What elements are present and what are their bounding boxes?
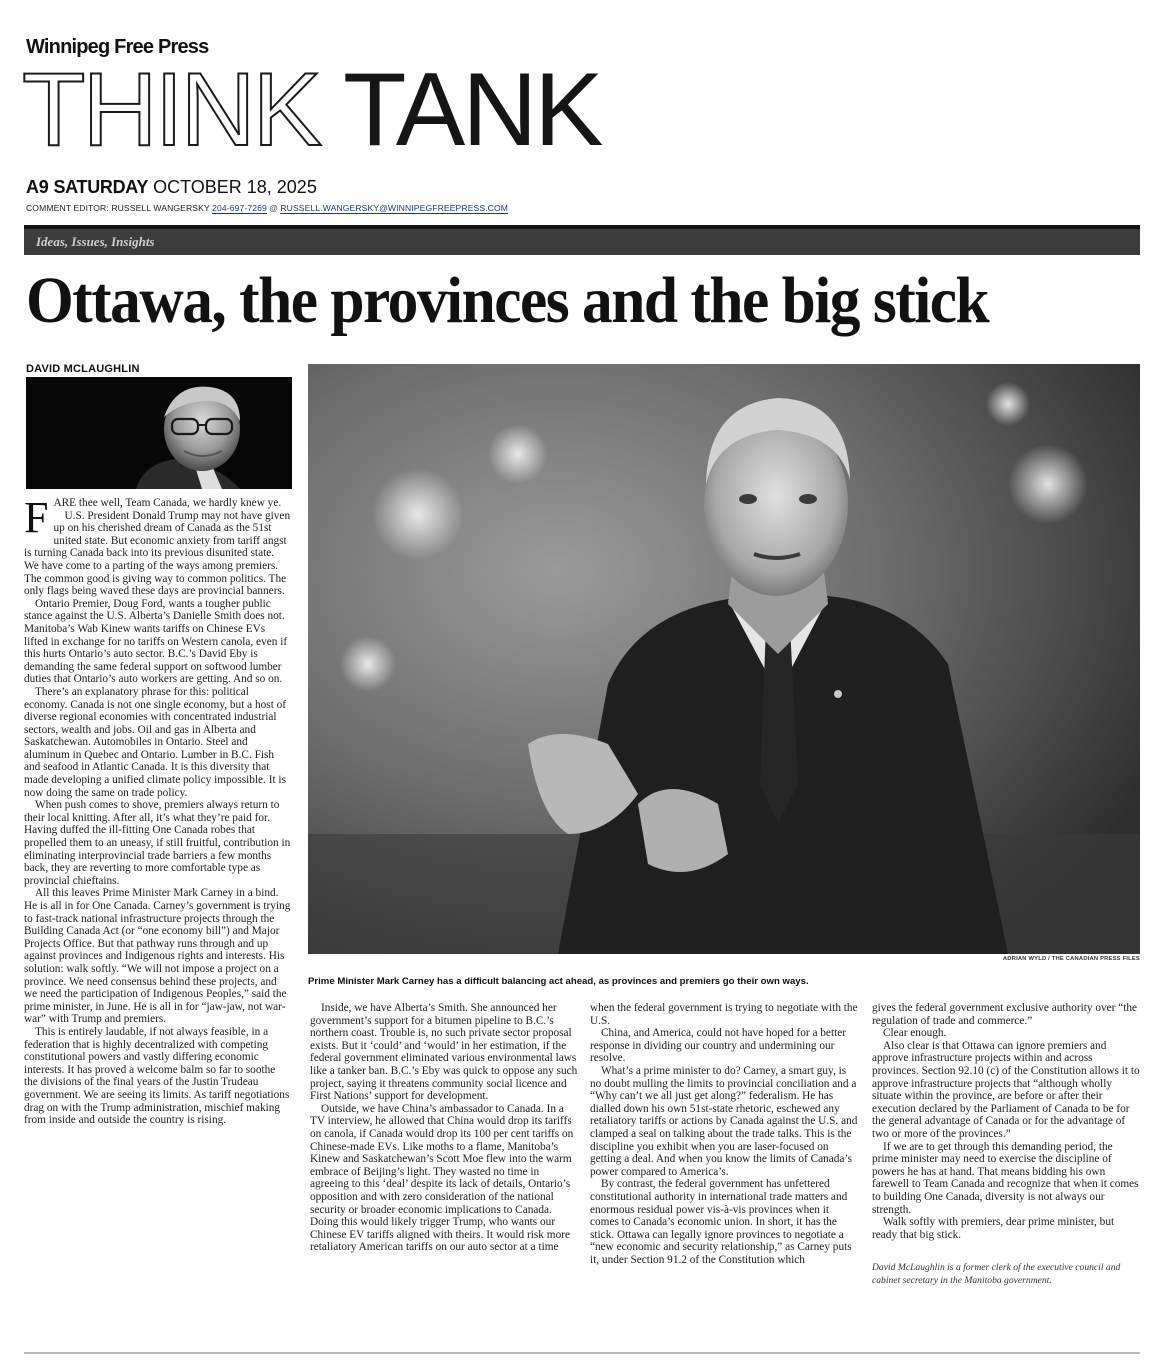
article-paragraph: U.S. President Donald Trump may not have given up on his cherished dream of Canada as the 51st united state. But economic anxiety from tariff angst is turning Canada back into its previous disunited state. We have come to a parting of the ways among premiers. The common good is giving way to common politics. The only flags being waved these days are provincial banners. xyxy=(24,509,291,598)
article-column-4 xyxy=(872,1002,1140,1287)
bottom-rule xyxy=(24,1352,1140,1354)
article-column-3 xyxy=(590,1002,858,1266)
drop-cap: F xyxy=(24,493,49,542)
dateline-date: OCTOBER 18, 2025 xyxy=(153,177,317,197)
article-paragraph: This is entirely laudable, if not always feasible, in a federation that is highly decentralized with competing constitutional powers and vastly differing economic interests. It has proved a welcome balm so far to soothe the divisions of the final years of the Justin Trudeau government. We are seeing its limits. As tariff negotiations drag on with the Trump administration, mischief making from inside and outside the country is rising. xyxy=(24,1025,290,1127)
article-paragraph: All this leaves Prime Minister Mark Carney in a bind. He is all in for One Canada. Carney’s government is trying to fast-track national infrastructure projects through the Building Canada Act (or “one economy bill”) and Major Projects Office. But that pathway runs through and up against provinces and Indigenous rights and interests. His solution: walk softly. “We will not impose a project on a province. We need consensus behind these projects, and we need the participation of Indigenous Peoples,” said the prime minister, in June. He is all in for “jaw-jaw, not war-war” with Trump and premiers. xyxy=(24,887,291,1026)
email-icon: @ xyxy=(269,203,278,213)
article-paragraph: There’s an explanatory phrase for this: political economy. Canada is not one single economy, but a host of diverse regional economies with concentrated industrial sectors, wealth and jobs. Oil and gas in Alberta and Saskatchewan. Automobiles in Ontario. Steel and aluminum in Quebec and Ontario. Lumber in B.C. Fish and seafood in Atlantic Canada. It is this diversity that made developing a unified climate policy impossible. It is now doing the same on trade policy. xyxy=(24,685,287,799)
author-photo xyxy=(26,377,292,489)
section-title-think: THINK xyxy=(22,52,319,168)
page-number: A9 xyxy=(26,177,49,197)
article-paragraph: When push comes to shove, premiers always return to their local knitting. After all, it’s what they’re paid for. Having duffed the ill-fitting One Canada robes that propelled them to an uneasy, if still fruitful, contribution in eliminating interprovincial trade barriers a few months back, they are reverting to more comfortable type as provincial chieftains. xyxy=(24,799,291,887)
dateline-day: SATURDAY xyxy=(53,177,149,197)
article-paragraph: FARE thee well, Team Canada, we hardly knew ye. xyxy=(24,493,282,542)
article-paragraph: Outside, we have China’s ambassador to Canada. In a TV interview, he allowed that China would drop its tariffs on canola, if Canada would drop its 100 per cent tariffs on Chinese-made EVs. Like moths to a flame, Manitoba’s Kinew and Saskatchewan’s Scott Moe flew into the warm embrace of Beijing’s light. They wasted no time in agreeing to this ‘deal’ despite its lack of details, Ontario’s opposition and with zero consideration of the national security or broader economic implications to Canada. Doing this would likely trigger Trump, who wants our Chinese EV tariffs aligned with theirs. It would risk more retaliatory American tariffs on our auto sector at a time xyxy=(310,1102,574,1254)
article-paragraph: when the federal government is trying to negotiate with the U.S. xyxy=(590,1002,858,1027)
article-paragraph: Inside, we have Alberta’s Smith. She announced her government’s support for a bitumen pipeline to B.C.’s northern coast. Trouble is, no such private sector proposal exists. But it ‘could’ and ‘would’ in her estimation, if the federal government eliminated various environmental laws like a tanker ban. B.C.’s Eby was quick to oppose any such project, saying it threatens community social licence and First Nations’ support for development. xyxy=(310,1002,578,1103)
author-bio: David McLaughlin is a former clerk of the executive council and cabinet secretary in the Manitoba government. xyxy=(872,1262,1121,1287)
editor-email-link[interactable]: RUSSELL.WANGERSKY@WINNIPEGFREEPRESS.COM xyxy=(280,203,509,213)
photo-caption: Prime Minister Mark Carney has a difficult balancing act ahead, as provinces and premiers go their own ways. xyxy=(308,976,809,987)
author-portrait-image xyxy=(26,377,292,489)
article-paragraph: gives the federal government exclusive authority over “the regulation of trade and commerce.” xyxy=(872,1002,1138,1027)
article-paragraph: Also clear is that Ottawa can ignore premiers and approve infrastructure projects within and across provinces. Section 92.10 (c) of the Constitution allows it to approve infrastructure projects that “although wholly situate within the province, are before or after their execution declared by the Parliament of Canada to be for the general advantage of Canada or for the advantage of two or more of the provinces.” xyxy=(872,1039,1140,1140)
editor-contact xyxy=(26,203,508,213)
dateline xyxy=(26,177,317,198)
tagline-bar xyxy=(24,225,1140,255)
byline: DAVID MCLAUGHLIN xyxy=(26,363,140,375)
editor-label: COMMENT EDITOR: RUSSELL WANGERSKY xyxy=(26,203,210,213)
tagline: Ideas, Issues, Insights xyxy=(36,234,155,249)
masthead-logo: Winnipeg Free Press xyxy=(26,36,209,58)
carney-photo-image xyxy=(308,364,1140,954)
article-paragraph: What’s a prime minister to do? Carney, a smart guy, is no doubt mulling the limits to provincial conciliation and a “Why can’t we all just get along?” federalism. He has dialled down his own 51st-state rhetoric, eschewed any retaliatory tariffs or actions by Canada against the U.S. and clamped a seal on talking about the trade talks. This is the discipline you exhibit when you are laser-focused on getting a deal. And when you know the limits of Canada’s power compared to America’s. xyxy=(590,1064,858,1178)
photo-credit: ADRIAN WYLD / THE CANADIAN PRESS FILES xyxy=(1002,956,1140,962)
article-paragraph: Ontario Premier, Doug Ford, wants a tougher public stance against the U.S. Alberta’s Danielle Smith does not. Manitoba’s Wab Kinew wants tariffs on Chinese EVs lifted in exchange for no tariffs on Western canola, even if this hurts Ontario’s auto sector. B.C.’s David Eby is demanding the same federal support on softwood lumber duties that Ontario’s auto workers are getting. And so on. xyxy=(24,597,288,686)
article-paragraph: China, and America, could not have hoped for a better response in dividing our country and undermining our resolve. xyxy=(590,1027,846,1065)
article-paragraph: If we are to get through this demanding period, the prime minister may need to exercise the discipline of powers he has at hand. That means bidding his own farewell to Team Canada and recognize that when it comes to building One Canada, diversity is not always our strength. xyxy=(872,1140,1139,1216)
article-column-1 xyxy=(24,493,291,1127)
main-photo xyxy=(308,364,1140,954)
section-title xyxy=(22,52,601,168)
article-paragraph: Walk softly with premiers, dear prime minister, but ready that big stick. xyxy=(872,1216,1115,1241)
editor-phone-link[interactable]: 204-697-7269 xyxy=(212,203,267,213)
article-column-2 xyxy=(310,1002,578,1254)
article-paragraph: By contrast, the federal government has unfettered constitutional authority in international trade matters and enormous residual power vis-à-vis provinces when it comes to Canada’s economic union. In short, it has the stick. Ottawa can legally ignore provinces to negotiate a “new economic and security relationship,” as Carney puts it, under Section 91.2 of the Constitution which xyxy=(590,1178,852,1266)
headline: Ottawa, the provinces and the big stick xyxy=(26,264,989,337)
article-paragraph: Clear enough. xyxy=(883,1027,947,1040)
section-title-tank: TANK xyxy=(343,52,601,168)
